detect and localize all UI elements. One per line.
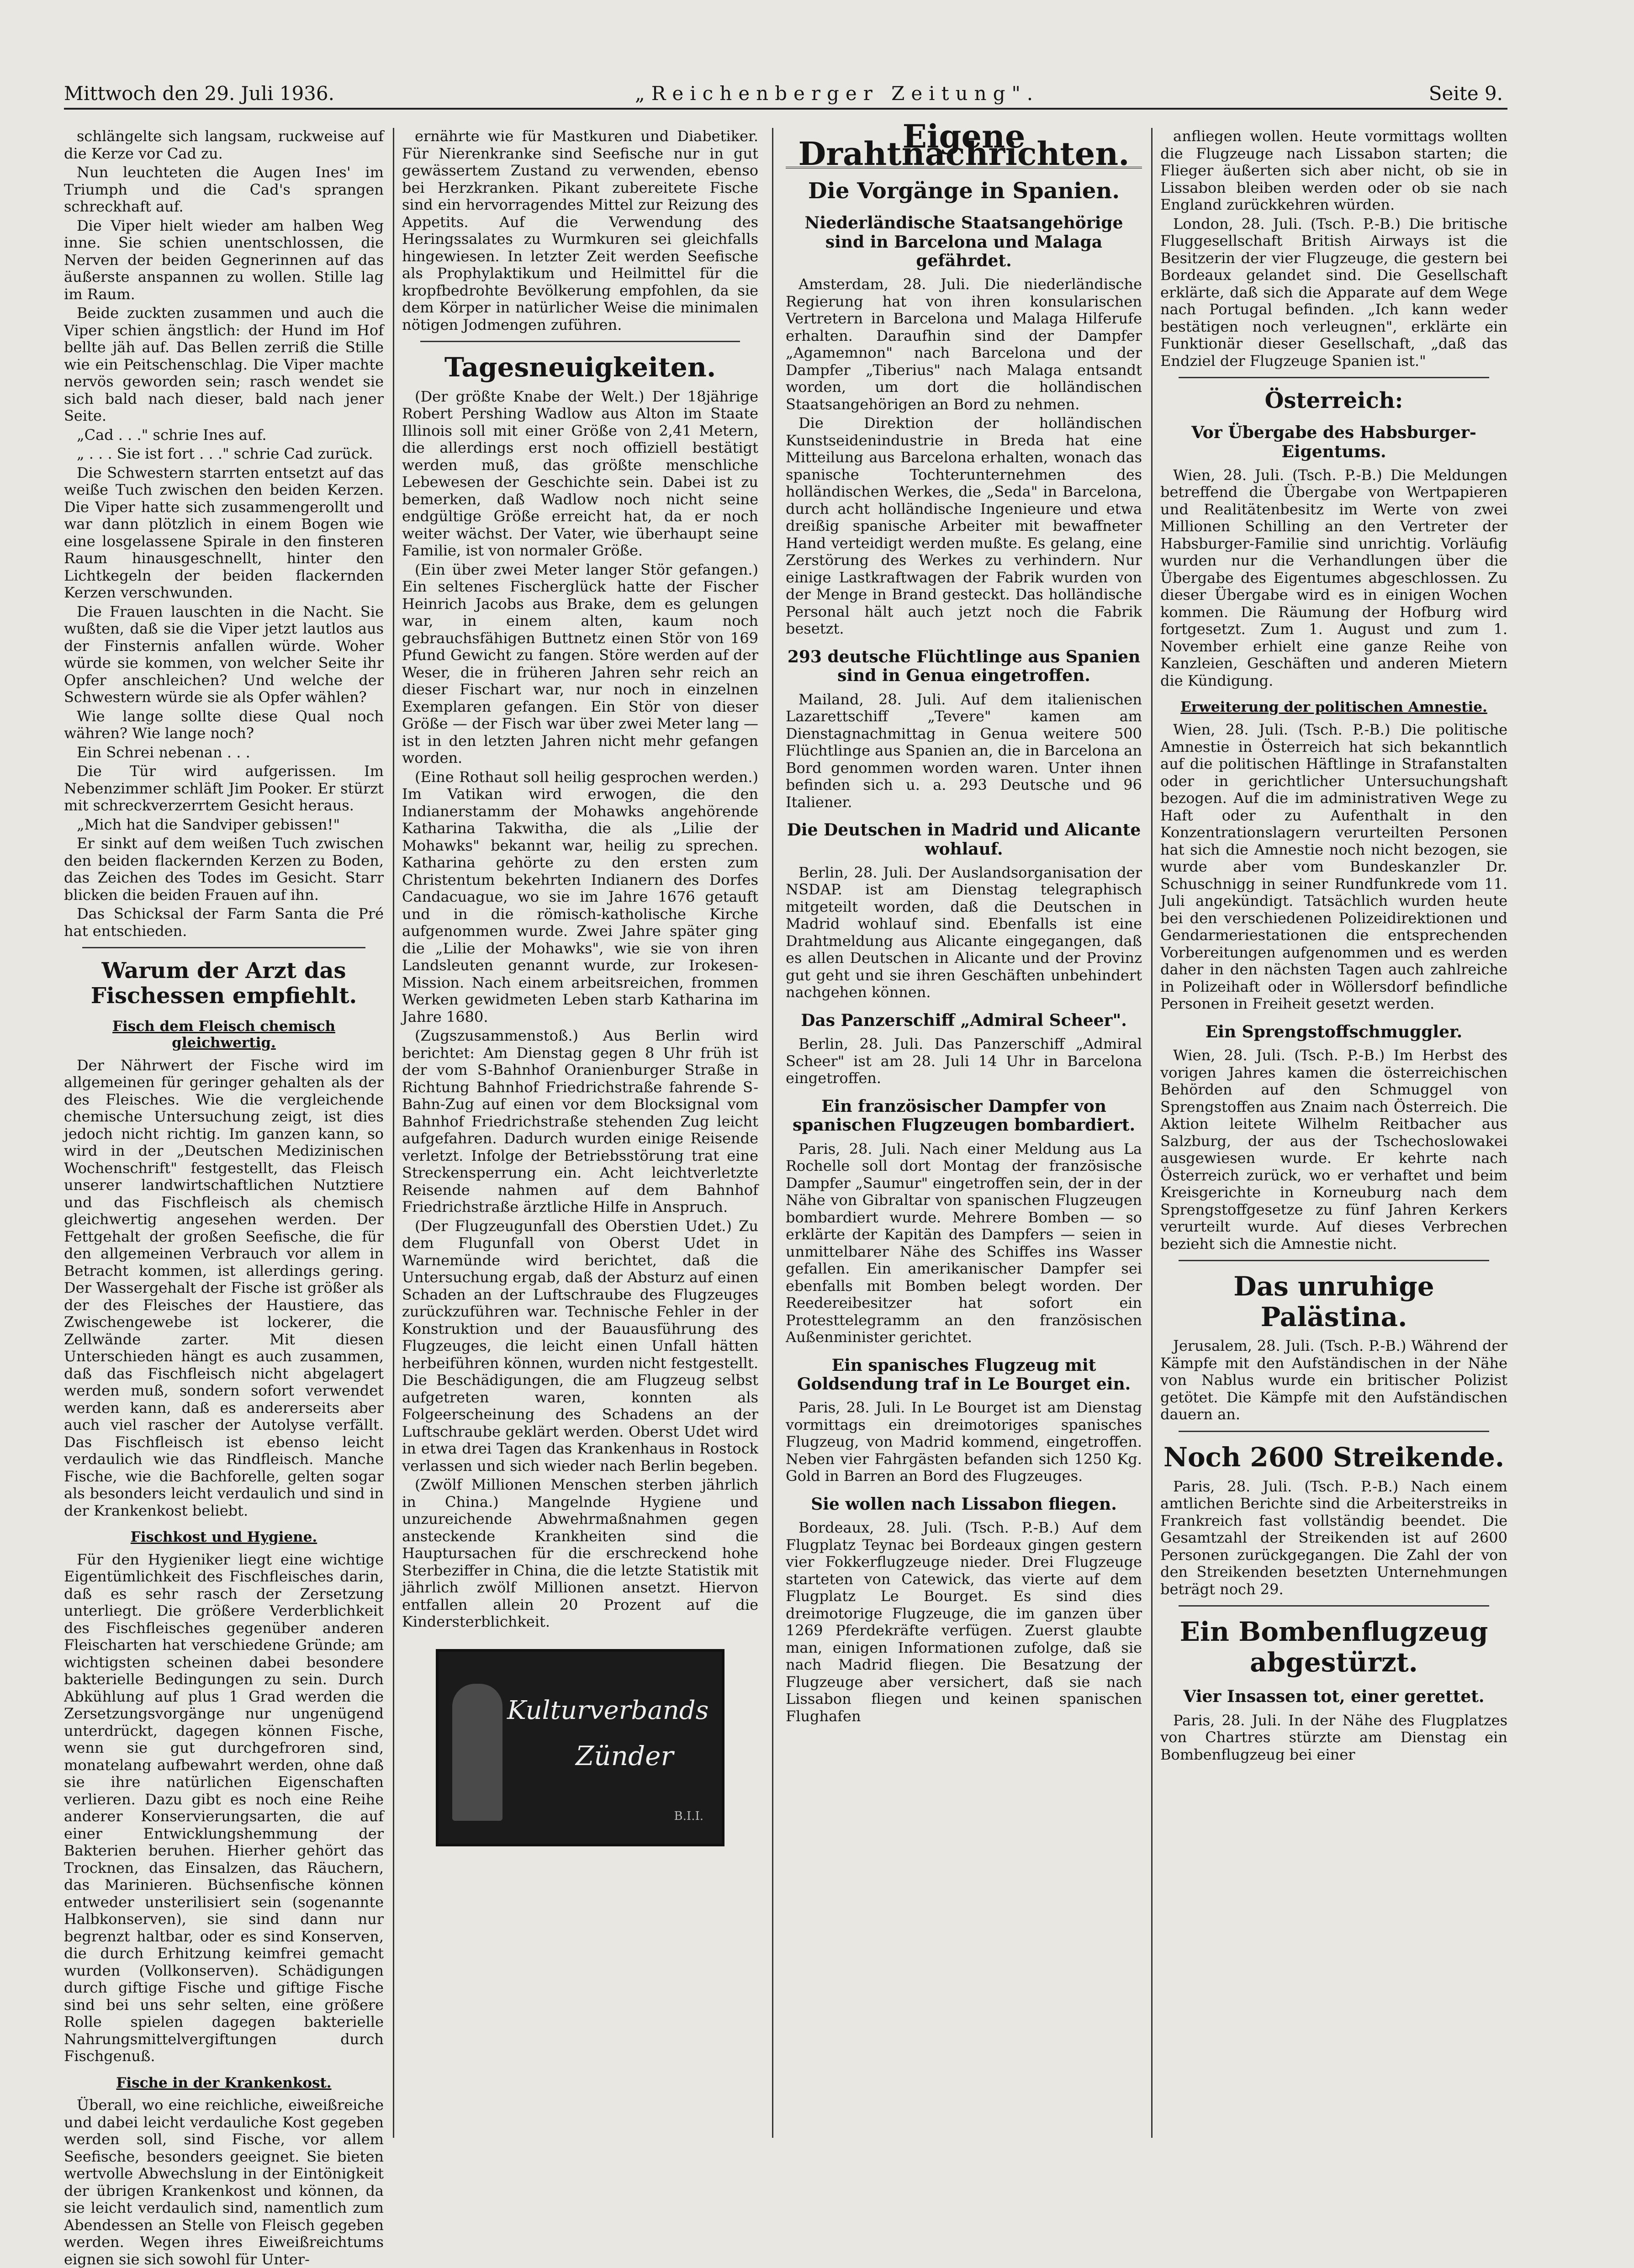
- advertisement: [436, 1649, 724, 1846]
- section-title-bomber: Ein Bombenflugzeug abgestürzt.: [1179, 1616, 1488, 1678]
- paragraph: London, 28. Juli. (Tsch. P.-B.) Die britische Fluggesellschaft British Airways ist die Besitzerin der vier Flugzeuge, die gestern bei Bordeaux gelandet sind. Die Gesellschaft erklärte, daß sich die Apparate auf dem Wege nach Portugal befinden. „Ich kann weder bestätigen noch verleugnen", erklärte ein Funktionär dieser Gesellschaft, „daß das Endziel der Flugzeuge Spanien ist.": [1160, 215, 1507, 370]
- subheading: Ein französischer Dampfer von spanischen Flugzeugen bombardiert.: [792, 1096, 1136, 1135]
- divider: [1179, 1431, 1489, 1432]
- paragraph: Paris, 28. Juli. In der Nähe des Flugplatzes von Chartres stürzte am Dienstag ein Bombenflugzeug bei einer: [1160, 1711, 1507, 1763]
- paragraph: (Ein über zwei Meter langer Stör gefangen.) Ein seltenes Fischerglück hatte der Fischer Heinrich Jacobs aus Brake, dem es gelungen war, in einem alten, kaum noch gebrauchsfähigen Buttnetz einen Stör von 169 Pfund Gewicht zu fangen. Störe werden auf der Weser, die in früheren Jahren sehr reich an dieser Fischart war, nur noch in einzelnen Exemplaren gefangen. Ein Stör von dieser Größe — der Fisch war über zwei Meter lang — ist in den letzten Jahren nicht mehr gefangen worden.: [402, 560, 758, 767]
- section-title-spain: Die Vorgänge in Spanien.: [808, 178, 1120, 204]
- paragraph: Die Schwestern starrten entsetzt auf das weiße Tuch zwischen den beiden Kerzen. Die Viper hatte sich zusammengerollt und war dann plötzlich in einem Bogen wie eine losgelassene Spirale in den finsteren Raum hinausgeschnellt, hinter den Lichtkegeln der beiden flackernden Kerzen verschwunden.: [64, 464, 384, 601]
- story-continuation: [64, 128, 384, 940]
- subheading: Ein spanisches Flugzeug mit Goldsendung traf in Le Bourget ein.: [797, 1355, 1131, 1394]
- section-title-strikes: Noch 2600 Streikende.: [1163, 1441, 1505, 1473]
- paragraph: „Mich hat die Sandviper gebissen!": [77, 815, 340, 833]
- subheading: 293 deutsche Flüchtlinge aus Spanien sind in Genua eingetroffen.: [787, 647, 1141, 686]
- subheading: Fische in der Krankenkost.: [116, 2074, 332, 2091]
- issue-date: Mittwoch den 29. Juli 1936.: [64, 82, 334, 105]
- divider: [82, 947, 365, 948]
- paragraph: Überall, wo eine reichliche, eiweißreiche und dabei leicht verdauliche Kost gegeben werden soll, sind Fische, vor allem Seefische, besonders geeignet. Sie bieten wertvolle Abwechslung in der Eintönigkeit der übrigen Krankenkost und können, da sie leicht verdaulich sind, namentlich zum Abendessen an Stelle von Fleisch gegeben werden. Wegen ihres Eiweißreichtums eignen sie sich sowohl für Unter-: [64, 2096, 384, 2268]
- paragraph: Wien, 28. Juli. (Tsch. P.-B.) Im Herbst des vorigen Jahres kamen die österreichischen Behörden auf den Schmuggel von Sprengstoffen aus Znaim nach Österreich. Die Aktion leitete Wilhelm Reitbacher aus Salzburg, der aus der Tschechoslowakei ausgewiesen wurde. Er kehrte nach Österreich zurück, wo er verhaftet und beim Kreisgerichte in Korneuburg nach dem Sprengstoffgesetze zu fünf Jahren Kerkers verurteilt wurde. Auf dieses Verbrechen bezieht sich die Amnestie nicht.: [1160, 1047, 1507, 1253]
- paragraph: Die Direktion der holländischen Kunstseidenindustrie in Breda hat eine Mitteilung aus Barcelona erhalten, wonach das spanische Tochterunternehmen des holländischen Werkes, die „Seda" in Barcelona, durch acht holländische Ingenieure und etwa dreißig spanische Arbeiter mit bewaffneter Hand verteidigt werden mußte. Es gelang, eine Zerstörung des Werkes zu verhindern. Nur einige Lastkraftwagen der Fabrik wurden von der Menge in Brand gesteckt. Das holländische Personal hält auch jetzt noch die Fabrik besetzt.: [786, 414, 1142, 638]
- paragraph: Nun leuchteten die Augen Ines' im Triumph und die Cad's sprangen schreckhaft auf.: [64, 164, 384, 215]
- subheading: Fischkost und Hygiene.: [130, 1529, 317, 1546]
- paragraph: (Der Flugzeugunfall des Oberstien Udet.) Zu dem Flugunfall von Oberst Udet in Warnemünde wird berichtet, daß die Untersuchung ergab, daß der Absturz auf einen Schaden an der Luftschraube des Flugzeuges zurückzuführen war. Technische Fehler in der Konstruktion und der Bauausführung des Flugzeuges, die leicht einen Unfall hätten herbeiführen können, wurden nicht festgestellt. Die Beschädigungen, die am Flugzeug selbst aufgetreten waren, konnten als Folgeerscheinung des Schadens an der Luftschraube geklärt werden. Oberst Udet wird in etwa drei Tagen das Krankenhaus in Rostock verlassen und sich wieder nach Berlin begeben.: [402, 1217, 758, 1475]
- paragraph: (Zwölf Millionen Menschen sterben jährlich in China.) Mangelnde Hygiene und unzureichende Abwehrmaßnahmen gegen ansteckende Krankheiten sind die Hauptursachen für die erschreckend hohe Sterbeziffer in China, die die letzte Statistik mit jährlich zwölf Millionen ansetzt. Hiervon entfallen allein 20 Prozent auf die Kindersterblichkeit.: [402, 1476, 758, 1631]
- paragraph: Der Nährwert der Fische wird im allgemeinen für geringer gehalten als der des Fleisches. Wie die vergleichende chemische Untersuchung zeigt, ist dies jedoch nicht richtig. Im ganzen kann, so wird in der „Deutschen Medizinischen Wochenschrift" festgestellt, das Fleisch unserer landwirtschaftlichen Nutztiere und das Fischfleisch als chemisch gleichwertig angesehen werden. Der Fettgehalt der großen Seefische, die für den allgemeinen Verbrauch vor allem in Betracht kommen, ist allerdings gering. Der Wassergehalt der Fische ist größer als der des Fleisches der Haustiere, das Zwischengewebe ist lockerer, die Zellwände zarter. Mit diesen Unterschieden hängt es auch zusammen, daß das Fischfleisch nicht abgelagert werden muß, sondern sofort verwendet werden kann, daß es andererseits aber auch viel rascher der Autolyse verfällt. Das Fischfleisch ist ebenso leicht verdaulich wie das Rindfleisch. Manche Fische, wie die Bachforelle, gelten sogar als besonders leicht verdaulich und sind in der Krankenkost beliebt.: [64, 1056, 384, 1519]
- article-body: [1160, 721, 1507, 1013]
- paragraph: Paris, 28. Juli. Nach einer Meldung aus La Rochelle soll dort Montag der französische Dampfer „Saumur" eingetroffen sein, der in der Nähe von Gibraltar von spanischen Flugzeugen bombardiert wurde. Mehrere Bomben — so erklärte der Kapitän des Dampfers — seien in unmittelbarer Nähe des Schiffes ins Wasser gefallen. Ein amerikanischer Dampfer sei ebenfalls mit Bomben belegt worden. Der Reedereibesitzer hat sofort ein Protesttelegramm an den französischen Außenminister gerichtet.: [786, 1140, 1142, 1346]
- column-1: [64, 127, 384, 2268]
- article-body: [1160, 1712, 1507, 1764]
- article-body: [1160, 1478, 1507, 1598]
- divider: [1179, 1605, 1489, 1607]
- paragraph: Wie lange sollte diese Qual noch währen? Wie lange noch?: [64, 707, 384, 742]
- paragraph: ernährte wie für Mastkuren und Diabetiker. Für Nierenkranke sind Seefische nur in gut gewässertem Zustand zu verwenden, ebenso bei Herzkranken. Pikant zubereitete Fische sind ein hervorragendes Mittel zur Reizung des Appetits. Auf die Verwendung des Heringssalates zu Wurmkuren sei gleichfalls hingewiesen. In letzter Zeit werden Seefische als Prophylaktikum und Heilmittel für die kropfbedrohte Bevölkerung empfohlen, da sie dem Körper in natürlicher Weise die minimalen nötigen Jodmengen zuführen.: [402, 127, 758, 333]
- ad-line-3: B.I.I.: [674, 1809, 703, 1824]
- paragraph: Beide zuckten zusammen und auch die Viper schien ängstlich: der Hund im Hof bellte jäh auf. Das Bellen zerriß die Stille wie ein Peitschenschlag. Die Viper machte nervös geworden sein; rasch wendet sie sich bald nach dieser, bald nach jener Seite.: [64, 304, 384, 424]
- paragraph: Die Tür wird aufgerissen. Im Nebenzimmer schläft Jim Pooker. Er stürzt mit schreckverzerrtem Gesicht heraus.: [64, 762, 384, 814]
- paragraph: Jerusalem, 28. Juli. (Tsch. P.-B.) Während der Kämpfe mit den Aufständischen in der Nähe von Nablus wurde ein britischer Polizist getötet. Die Kämpfe mit den Aufständischen dauern an.: [1160, 1337, 1507, 1423]
- paragraph: Paris, 28. Juli. In Le Bourget ist am Dienstag vormittags ein dreimotoriges spanisches Flugzeug, von Madrid kommend, eingetroffen. Neben vier Fahrgästen befanden sich 1250 Kg. Gold in Barren an Bord des Flugzeuges.: [786, 1399, 1142, 1485]
- column-4: [1160, 128, 1507, 2138]
- header-rule: [64, 108, 1507, 110]
- paragraph: Die Viper hielt wieder am halben Weg inne. Sie schien unentschlossen, die Nerven der beiden Gegnerinnen auf das äußerste anspannen zu wollen. Stille lag im Raum.: [64, 217, 384, 303]
- column-divider: [772, 128, 773, 2138]
- divider: [1179, 377, 1489, 378]
- article-body: [402, 128, 758, 333]
- article-body: [786, 1141, 1142, 1346]
- subheading: Vor Übergabe des Habsburger-Eigentums.: [1191, 423, 1476, 461]
- article-body: [786, 1399, 1142, 1485]
- article-body: [64, 2097, 384, 2268]
- paragraph: (Eine Rothaut soll heilig gesprochen werden.) Im Vatikan wird erwogen, die den Indianerstamm der Mohawks angehörende Katharina Takwitha, die als „Lilie der Mohawks" bekannt war, heilig zu sprechen. Katharina gehörte zu den ersten zum Christentum bekehrten Indianern des Dorfes Candacuague, wo sie im Jahre 1676 getauft und in die römisch-katholische Kirche aufgenommen wurde. Zwei Jahre später ging die „Lilie der Mohawks", wie sie von ihren Landsleuten genannt wurde, zur Irokesen-Mission. Nach einem arbeitsreichen, frommen Werken gewidmeten Leben starb Katharina im Jahre 1680.: [402, 768, 758, 1026]
- section-title-news: Tagesneuigkeiten.: [444, 352, 716, 383]
- page-number: Seite 9.: [1428, 82, 1503, 105]
- article-body: [786, 1036, 1142, 1087]
- subheading: Fisch dem Fleisch chemisch gleichwertig.: [112, 1018, 335, 1052]
- paragraph: anfliegen wollen. Heute vormittags wollten die Flugzeuge nach Lissabon starten; die Flieger äußerten sich aber nicht, ob sie in Lissabon bleiben werden oder ob sie nach England zurückkehren würden.: [1160, 127, 1507, 213]
- article-body: [1160, 1047, 1507, 1253]
- paragraph: Amsterdam, 28. Juli. Die niederländische Regierung hat von ihren konsularischen Vertretern in Barcelona und Malaga Hilferufe erhalten. Daraufhin sind der Dampfer „Agamemnon" nach Barcelona und der Dampfer „Tiberius" nach Malaga entsandt worden, um dort die holländischen Staatsangehörigen an Bord zu nehmen.: [786, 275, 1142, 413]
- paragraph: Bordeaux, 28. Juli. (Tsch. P.-B.) Auf dem Flugplatz Teynac bei Bordeaux gingen gestern vier Fokkerflugzeuge nieder. Drei Flugzeuge starteten von Catewick, das vierte auf dem Flugplatz Le Bourget. Es sind dies dreimotorige Flugzeuge, die im ganzen über 1269 Pferdekräfte verfügen. Zuerst glaubte man, einigen Informationen zufolge, daß sie nach Madrid fliegen. Die Besatzung der Flugzeuge aber versichert, daß sie nach Lissabon fliegen und keinen spanischen Flughafen: [786, 1519, 1142, 1725]
- subheading: Die Deutschen in Madrid und Alicante wohlauf.: [787, 820, 1141, 859]
- subheading: Das Panzerschiff „Admiral Scheer".: [801, 1010, 1127, 1030]
- article-body: [786, 864, 1142, 1001]
- paragraph: Paris, 28. Juli. (Tsch. P.-B.) Nach einem amtlichen Berichte sind die Arbeiterstreiks in Frankreich fast vollständig beendet. Die Gesamtzahl der Streikenden ist auf 2600 Personen zurückgegangen. Die Zahl der von den Streikenden besetzten Unternehmungen beträgt noch 29.: [1160, 1477, 1507, 1598]
- ad-figure-image: [452, 1684, 502, 1821]
- subheading: Vier Insassen tot, einer gerettet.: [1183, 1687, 1485, 1707]
- paragraph: Wien, 28. Juli. (Tsch. P.-B.) Die politische Amnestie in Österreich hat sich bekanntlich auf die politischen Häftlinge in Strafanstalten oder in gerichtlicher Untersuchungshaft bezogen. Auf die im administrativen Wege zu Haft oder zu Aufenthalt in den Konzentrationslagern verurteilten Personen hat sich die Amnestie noch nicht bezogen, sie wurde aber vom Bundeskanzler Dr. Schuschnigg in seiner Rundfunkrede vom 11. Juli angekündigt. Tatsächlich wurden heute bei den verschiedenen Polizeidirektionen und Gendarmeriestationen die entsprechenden Vorbereitungen aufgenommen und es werden daher in den nächsten Tagen auch zahlreiche in Polizeihaft oder in Wöllersdorf befindliche Personen in Freiheit gesetzt werden.: [1160, 721, 1507, 1013]
- column-3: [786, 117, 1142, 2138]
- paragraph: „Cad . . ." schrie Ines auf.: [77, 426, 267, 444]
- article-body: [1160, 467, 1507, 690]
- paragraph: Für den Hygieniker liegt eine wichtige Eigentümlichkeit des Fischfleisches darin, daß es sehr rasch der Zersetzung unterliegt. Die größere Verderblichkeit des Fischfleisches gegenüber anderen Fleischarten hat verschiedene Gründe; am wichtigsten scheinen dabei besondere bakterielle Bedingungen zu sein. Durch Abkühlung auf plus 1 Grad werden die Zersetzungsvorgänge nur ungenügend unterdrückt, dagegen können Fische, wenn sie gut durchgefroren sind, monatelang aufbewahrt werden, ohne daß sie ihre natürlichen Eigenschaften verlieren. Dazu gibt es noch eine Reihe anderer Konservierungsarten, die auf einer Entwicklungshemmung der Bakterien beruhen. Hierher gehört das Trocknen, das Einsalzen, das Räuchern, das Marinieren. Büchsenfische können entweder unsterilisiert sein (sogenannte Halbkonserven), sie sind dann nur begrenzt haltbar, oder es sind Konserven, die durch Erhitzung keimfrei gemacht wurden (Vollkonserven). Schädigungen durch giftige Fische und giftige Fische sind bei uns sehr selten, eine größere Rolle spielen dagegen bakterielle Nahrungsmittelvergiftungen durch Fischgenuß.: [64, 1550, 384, 2065]
- article-body: [64, 1057, 384, 1520]
- section-title-palestine: Das unruhige Palästina.: [1233, 1271, 1434, 1332]
- page-header: [64, 82, 1503, 110]
- article-body: [1160, 1338, 1507, 1423]
- newspaper-title: „Reichenberger Zeitung".: [635, 82, 1040, 105]
- ad-line-1: Kulturverbands: [507, 1695, 709, 1725]
- divider: [420, 341, 740, 342]
- article-body: [786, 691, 1142, 811]
- column-divider: [1151, 128, 1153, 2138]
- column-divider: [393, 128, 394, 2138]
- article-body: [786, 276, 1142, 638]
- section-title-austria: Österreich:: [1264, 388, 1403, 413]
- article-body: [1160, 128, 1507, 370]
- paragraph: Die Frauen lauschten in die Nacht. Sie wußten, daß sie die Viper jetzt lautlos aus der Finsternis anfallen würde. Woher würde sie kommen, von welcher Seite ihr Opfer anschleichen? Und welche der Schwestern würde sie als Opfer wählen?: [64, 603, 384, 706]
- subheading: Ein Sprengstoffschmuggler.: [1205, 1022, 1463, 1041]
- paragraph: (Zugszusammenstoß.) Aus Berlin wird berichtet: Am Dienstag gegen 8 Uhr früh ist der vom S-Bahnhof Oranienburger Straße in Richtung Bahnhof Friedrichstraße fahrende S-Bahn-Zug auf einen vor dem Blocksignal vom Bahnhof Friedrichstraße stehenden Zug leicht aufgefahren. Dadurch wurden einige Reisende verletzt. Infolge der Betriebsstörung trat eine Streckensperrung ein. Acht leichtverletzte Reisende nahmen auf dem Bahnhof Friedrichstraße ärztliche Hilfe in Anspruch.: [402, 1027, 758, 1216]
- paragraph: Das Schicksal der Farm Santa die Pré hat entschieden.: [64, 905, 384, 940]
- subheading: Sie wollen nach Lissabon fliegen.: [811, 1494, 1117, 1514]
- column-2: [402, 128, 758, 2138]
- article-body: [786, 1519, 1142, 1725]
- paragraph: Wien, 28. Juli. (Tsch. P.-B.) Die Meldungen betreffend die Übergabe von Wertpapieren und Realitätenbesitz im Werte von zwei Millionen Schilling an den Vertreter der Habsburger-Familie sind unrichtig. Vorläufig wurden nur die Verhandlungen über die Übergabe des Eigentumes abgeschlossen. Zu dieser Übergabe wird es in einigen Wochen kommen. Die Räumung der Hofburg wird fortgesetzt. Zum 1. August und zum 1. November erhielt eine ganze Reihe von Kanzleien, Geschäften und anderen Mietern die Kündigung.: [1160, 466, 1507, 689]
- paragraph: Berlin, 28. Juli. Das Panzerschiff „Admiral Scheer" ist am 28. Juli 14 Uhr in Barcelona eingetroffen.: [786, 1035, 1142, 1087]
- ad-line-2: Zünder: [576, 1740, 674, 1771]
- paragraph: Berlin, 28. Juli. Der Auslandsorganisation der NSDAP. ist am Dienstag telegraphisch mitgeteilt worden, daß die Deutschen in Madrid wohlauf sind. Ebenfalls ist eine Drahtmeldung aus Alicante eingegangen, daß es allen Deutschen in Alicante und der Provinz gut geht und sie ihren Geschäften unbehindert nachgehen können.: [786, 863, 1142, 1001]
- paragraph: Ein Schrei nebenan . . .: [77, 743, 250, 761]
- paragraph: (Der größte Knabe der Welt.) Der 18jährige Robert Pershing Wadlow aus Alton im Staate Illinois soll mit einer Größe von 2,41 Metern, die allerdings erst noch offiziell bestätigt werden muß, das größte menschliche Lebewesen der Geschichte sein. Dabei ist zu bemerken, daß Wadlow noch nicht seine endgültige Größe erreicht hat, da er noch weiter wächst. Der Vater, wie überhaupt seine Familie, ist von normaler Größe.: [402, 387, 758, 560]
- paragraph: „ . . . Sie ist fort . . ." schrie Cad zurück.: [77, 445, 373, 462]
- paragraph: Mailand, 28. Juli. Auf dem italienischen Lazarettschiff „Tevere" kamen am Dienstagnachmittag in Genua weitere 500 Flüchtlinge aus Spanien an, die in Barcelona an Bord genommen worden waren. Unter ihnen befinden sich u. a. 293 Deutsche und 96 Italiener.: [786, 690, 1142, 811]
- paragraph: Er sinkt auf dem weißen Tuch zwischen den beiden flackernden Kerzen zu Boden, das Zeichen des Todes im Gesicht. Starr blicken die beiden Frauen auf ihn.: [64, 835, 384, 904]
- news-items: [402, 388, 758, 1631]
- subheading: Erweiterung der politischen Amnestie.: [1180, 699, 1487, 716]
- article-body: [64, 1551, 384, 2065]
- main-title-telegrams: Eigene Drahtnachrichten.: [786, 128, 1142, 169]
- subheading: Niederländische Staatsangehörige sind in Barcelona und Malaga gefährdet.: [804, 213, 1123, 270]
- article-title-fish: Warum der Arzt das Fischessen empfiehlt.: [90, 958, 357, 1009]
- paragraph: schlängelte sich langsam, ruckweise auf die Kerze vor Cad zu.: [64, 127, 384, 162]
- divider: [1179, 1260, 1489, 1261]
